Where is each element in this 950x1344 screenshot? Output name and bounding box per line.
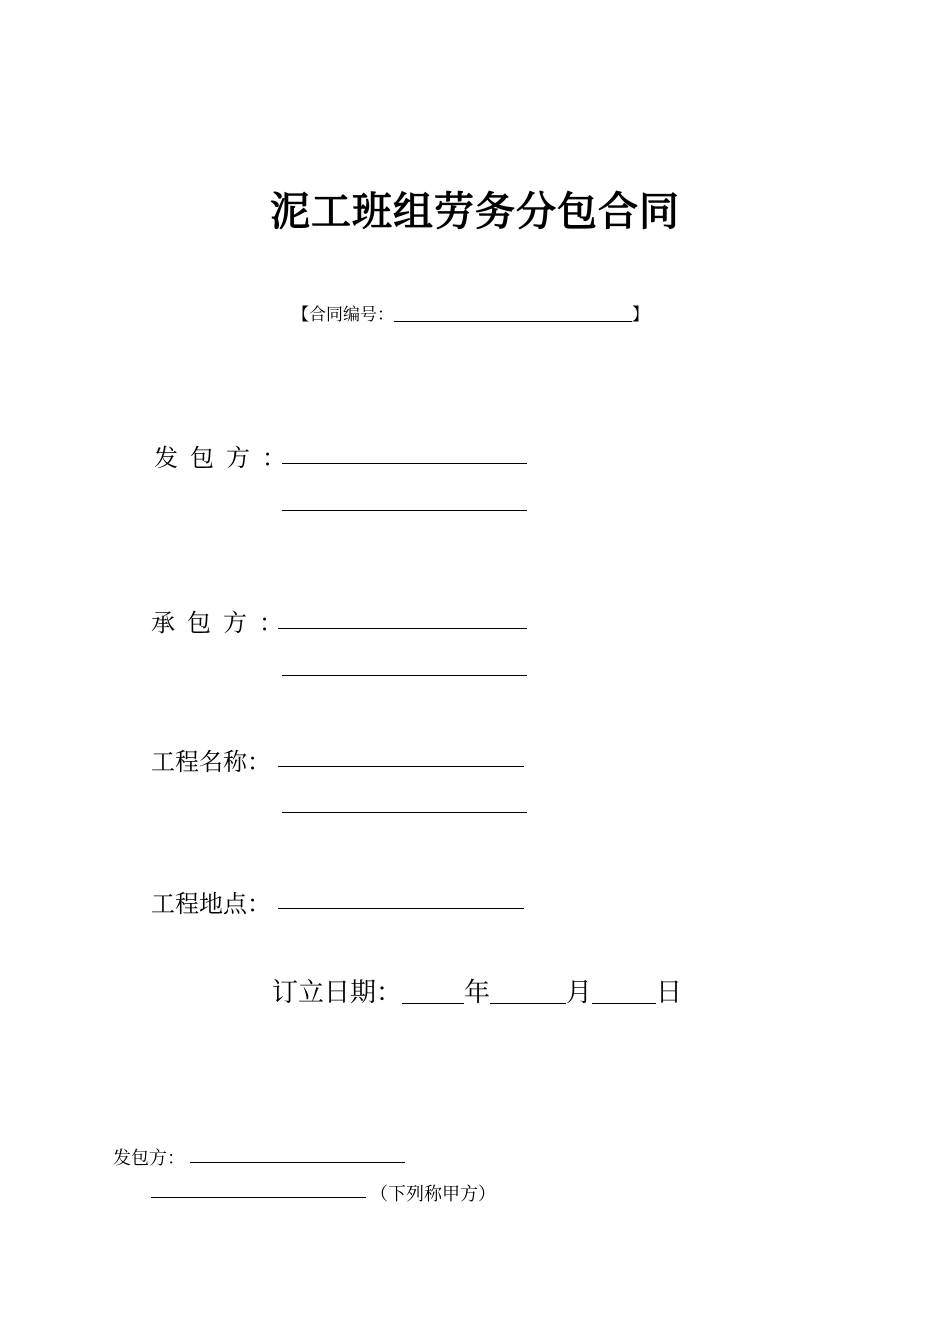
contractor-label: 承包方：	[151, 609, 295, 637]
month-unit: 月	[566, 978, 593, 1008]
project-name-blank-1[interactable]	[278, 766, 524, 767]
project-location-blank[interactable]	[278, 908, 524, 909]
party-a-note: （下列称甲方）	[370, 1184, 496, 1205]
year-blank[interactable]	[402, 977, 464, 1004]
project-name-label: 工程名称：	[151, 748, 271, 776]
contract-number-label: 合同编号：	[309, 305, 394, 325]
body-employer-blank-2[interactable]	[151, 1197, 366, 1198]
employer-label: 发包方：	[154, 444, 298, 472]
body-employer-label: 发包方：	[113, 1148, 185, 1169]
employer-blank-1[interactable]	[282, 463, 527, 464]
contractor-blank-1[interactable]	[278, 628, 527, 629]
open-bracket: 【	[292, 305, 309, 325]
contract-number-row	[292, 300, 649, 325]
signing-date-label: 订立日期：	[272, 978, 403, 1008]
project-location-label: 工程地点：	[151, 890, 271, 918]
year-unit: 年	[464, 978, 491, 1008]
close-bracket: 】	[632, 305, 649, 325]
month-blank[interactable]	[490, 977, 566, 1004]
document-title: 泥工班组劳务分包合同	[270, 189, 680, 235]
contractor-blank-2[interactable]	[282, 675, 527, 676]
employer-blank-2[interactable]	[282, 510, 527, 511]
day-blank[interactable]	[592, 977, 656, 1004]
day-unit: 日	[656, 978, 683, 1008]
contract-number-blank[interactable]	[394, 304, 632, 322]
body-employer-blank[interactable]	[190, 1162, 405, 1163]
project-name-blank-2[interactable]	[282, 812, 527, 813]
signing-date-row	[272, 972, 682, 1009]
